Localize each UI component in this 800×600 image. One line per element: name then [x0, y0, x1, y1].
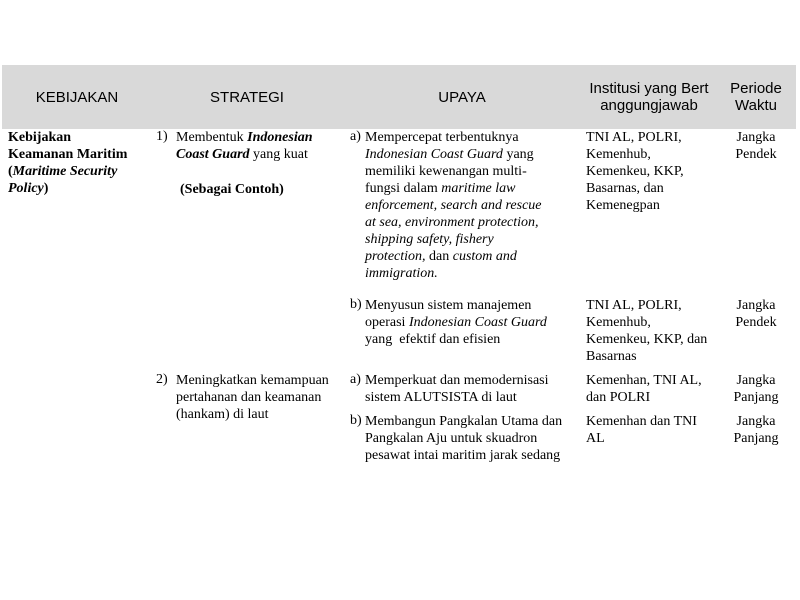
effort-italic: Indonesian Coast Guard	[408, 315, 547, 330]
effort-line	[365, 146, 585, 163]
strategy-text-italic: Indonesian Coast Guard	[176, 130, 313, 162]
effort-2a-text: Memperkuat dan memodernisasi sistem ALUTSISTA di laut	[365, 373, 549, 405]
effort-line	[365, 231, 585, 248]
policy-italic: Policy	[8, 181, 44, 196]
header-institusi: Institusi yang Bertanggungjawab	[589, 80, 709, 114]
strategy-text-plain: Membentuk	[176, 130, 248, 145]
effort-letter: b)	[350, 413, 362, 428]
effort-italic: shipping safety, fishery	[365, 232, 494, 247]
effort-line	[365, 248, 585, 265]
policy-line	[8, 163, 152, 180]
effort-line	[365, 214, 585, 231]
periode-cell: Jangka Pendek	[735, 130, 777, 162]
header-periode: Periode Waktu	[730, 80, 782, 114]
strategy-2-text: Meningkatkan kemampuan pertahanan dan keamanan (hankam) di laut	[176, 373, 329, 422]
institusi-cell: Kemenhan, TNI AL, dan POLRI	[586, 373, 702, 405]
effort-plain: yang	[502, 147, 534, 162]
effort-italic: immigration.	[365, 266, 438, 281]
effort-line	[365, 163, 585, 180]
periode-cell: Jangka Panjang	[733, 373, 779, 405]
effort-line	[365, 129, 585, 146]
effort-italic: at sea, environment protection,	[365, 215, 539, 230]
effort-2b-text: Membangun Pangkalan Utama dan Pangkalan Aju untuk skuadron pesawat intai maritim jarak sedang	[365, 414, 563, 463]
effort-plain: memiliki kewenangan multi-	[365, 164, 527, 179]
strategy-number: 2)	[156, 372, 168, 387]
periode-cell: Jangka Pendek	[735, 298, 777, 330]
institusi-cell: TNI AL, POLRI, Kemenhub, Kemenkeu, KKP, Basarnas, dan Kemenegpan	[586, 130, 684, 213]
policy-paren: (	[8, 164, 13, 179]
strategy-1-text	[176, 129, 342, 163]
institusi-cell: TNI AL, POLRI, Kemenhub, Kemenkeu, KKP, dan Basarnas	[586, 298, 708, 364]
effort-plain: dan	[425, 249, 453, 264]
policy-italic: Maritime Security	[12, 164, 118, 179]
effort-line	[365, 180, 585, 197]
institusi-cell: Kemenhan dan TNI AL	[586, 414, 697, 446]
periode-cell: Jangka Panjang	[733, 414, 779, 446]
header-upaya: UPAYA	[438, 88, 486, 106]
strategy-text-plain: yang kuat	[249, 147, 308, 162]
effort-line	[365, 297, 585, 314]
effort-line	[365, 265, 585, 282]
strategy-note: (Sebagai Contoh)	[180, 182, 284, 197]
policy-cell	[8, 129, 152, 197]
effort-letter: b)	[350, 297, 362, 312]
effort-plain: Menyusun sistem manajemen	[365, 298, 532, 313]
effort-italic: Indonesian Coast Guard	[365, 147, 503, 162]
effort-line	[365, 197, 585, 214]
effort-italic: protection,	[365, 249, 426, 264]
policy-line: Kebijakan	[8, 130, 72, 145]
effort-1a-text	[365, 129, 585, 282]
effort-1b-text	[365, 297, 585, 348]
effort-letter: a)	[350, 129, 361, 144]
strategy-number: 1)	[156, 129, 168, 144]
table-header	[2, 65, 796, 129]
header-kebijakan: KEBIJAKAN	[35, 88, 119, 106]
effort-plain: Mempercepat terbentuknya	[365, 130, 519, 145]
effort-line	[365, 314, 585, 331]
policy-line	[8, 180, 152, 197]
effort-line	[365, 331, 585, 348]
policy-line: Keamanan Maritim	[8, 147, 128, 162]
effort-plain: fungsi dalam	[365, 181, 442, 196]
effort-italic: maritime law	[441, 181, 516, 196]
effort-plain: yang efektif dan efisien	[365, 332, 501, 347]
effort-letter: a)	[350, 372, 361, 387]
header-strategi: STRATEGI	[210, 88, 284, 106]
effort-plain: operasi	[365, 315, 409, 330]
effort-italic: enforcement, search and rescue	[365, 198, 542, 213]
effort-italic: custom and	[452, 249, 517, 264]
policy-paren: )	[43, 181, 49, 196]
